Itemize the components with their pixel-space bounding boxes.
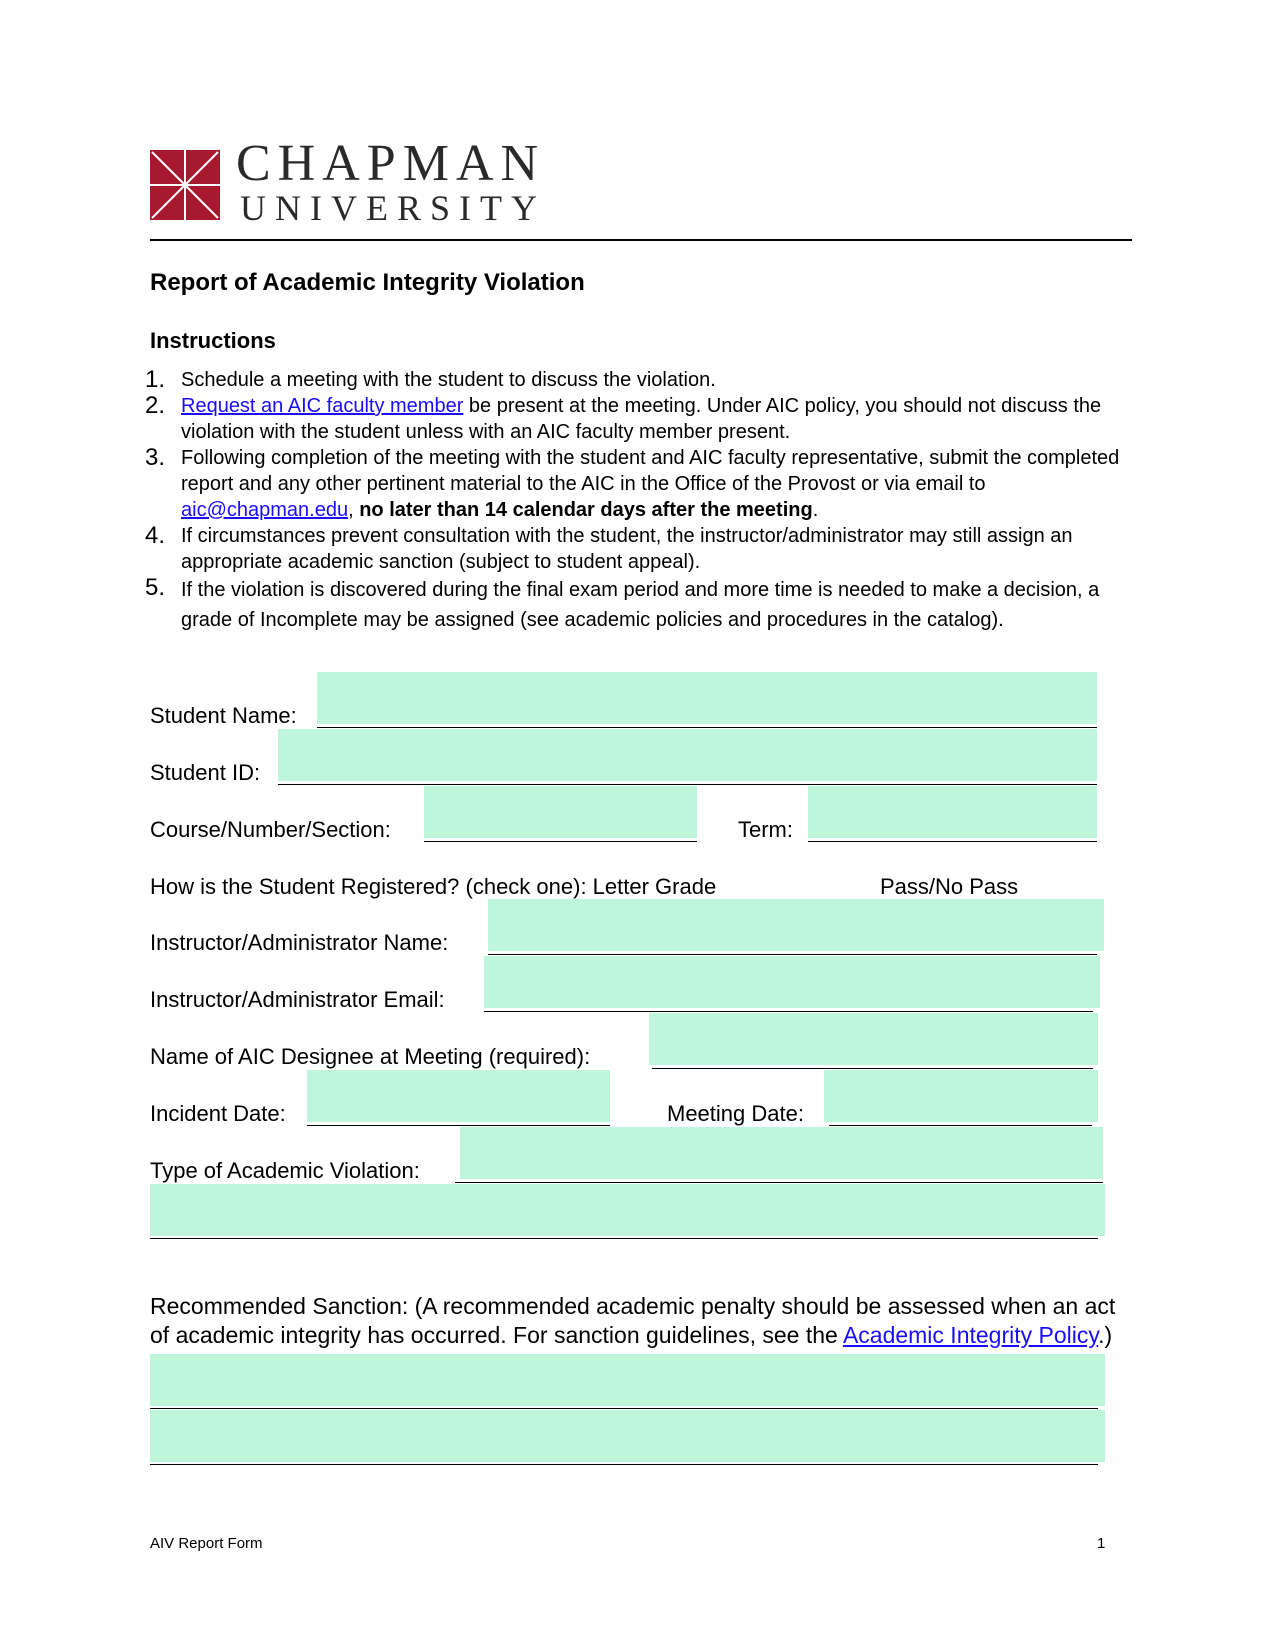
sanction-field-line1[interactable]: [150, 1354, 1105, 1406]
request-aic-member-link[interactable]: Request an AIC faculty member: [181, 395, 464, 417]
instructor-email-underline: [484, 1011, 1093, 1012]
violation-type-field[interactable]: [460, 1127, 1103, 1179]
academic-integrity-policy-link[interactable]: Academic Integrity Policy: [842, 1322, 1099, 1348]
logo-wordmark-line2: UNIVERSITY: [240, 188, 546, 228]
registration-label[interactable]: How is the Student Registered? (check one): Letter Grade: [150, 874, 717, 899]
pass-no-pass-option[interactable]: Pass/No Pass: [880, 874, 1019, 899]
sanction-field-line2[interactable]: [150, 1410, 1105, 1462]
student-name-label: Student Name:: [150, 703, 297, 728]
sanction-underline-2: [150, 1464, 1098, 1465]
violation-type-underline-2: [150, 1238, 1098, 1239]
violation-type-label: Type of Academic Violation:: [150, 1158, 420, 1183]
course-field[interactable]: [424, 786, 697, 838]
term-underline: [808, 841, 1097, 842]
instructor-name-label: Instructor/Administrator Name:: [150, 930, 449, 955]
student-id-field[interactable]: [278, 729, 1097, 781]
instructor-email-label: Instructor/Administrator Email:: [150, 987, 445, 1012]
list-item: 2. Request an AIC faculty member be present at the meeting. Under AIC policy, you should not discuss the violation with the student unless with an AIC faculty member present.: [145, 392, 1102, 443]
aic-designee-label: Name of AIC Designee at Meeting (required):: [150, 1044, 591, 1069]
list-item: 1. Schedule a meeting with the student to discuss the violation.: [145, 366, 716, 393]
term-field[interactable]: [808, 786, 1097, 838]
instructor-name-field[interactable]: [488, 899, 1104, 951]
term-label: Term:: [738, 817, 793, 842]
instructions-list: [145, 367, 1135, 635]
page-title: Report of Academic Integrity Violation: [150, 269, 585, 296]
student-id-underline: [278, 784, 1097, 785]
list-item: 5. If the violation is discovered during the final exam period and more time is needed to make a decision, a grade of Incomplete may be assigned (see academic policies and procedures in the catalog).: [145, 574, 1100, 631]
list-item: 4. If circumstances prevent consultation with the student, the instructor/administrator may still assign an appropriate academic sanction (subject to student appeal).: [145, 522, 1073, 573]
sanction-text: Recommended Sanction: (A recommended academic penalty should be assessed when an act of academic integrity has occurred. For sanction guidelines, see the Academic Integrity Policy.): [150, 1293, 1116, 1348]
meeting-date-underline: [829, 1125, 1092, 1126]
list-item: 3. Following completion of the meeting with the student and AIC faculty representative, submit the completed report and any other pertinent material to the AIC in the Office of the Provost or via email to aic@chapman.edu, no later than 14 calendar days after the meeting.: [145, 444, 1120, 521]
instructor-email-field[interactable]: [484, 956, 1100, 1008]
sanction-underline-1: [150, 1408, 1098, 1409]
deadline-text: no later than 14 calendar days after the meeting: [359, 499, 813, 521]
violation-type-underline: [455, 1182, 1103, 1183]
meeting-date-label: Meeting Date:: [667, 1101, 804, 1126]
incident-date-label: Incident Date:: [150, 1101, 286, 1126]
student-name-underline: [317, 727, 1097, 728]
meeting-date-field[interactable]: [824, 1070, 1098, 1122]
aic-email-link[interactable]: aic@chapman.edu: [181, 499, 349, 521]
course-label: Course/Number/Section:: [150, 817, 391, 842]
instructor-name-underline: [488, 954, 1097, 955]
instructions-heading: Instructions: [150, 328, 276, 353]
violation-type-field-line2[interactable]: [150, 1184, 1105, 1236]
aic-designee-underline: [652, 1068, 1093, 1069]
logo-wordmark-line1: CHAPMAN: [236, 135, 546, 192]
page-number: 1: [1097, 1535, 1106, 1552]
footer-form-name: AIV Report Form: [150, 1535, 263, 1552]
university-logo-icon: [150, 150, 220, 220]
student-name-field[interactable]: [317, 672, 1097, 724]
incident-date-underline: [307, 1125, 610, 1126]
course-underline: [424, 841, 697, 842]
incident-date-field[interactable]: [307, 1070, 610, 1122]
student-id-label: Student ID:: [150, 760, 261, 785]
header-divider: [150, 239, 1132, 241]
aic-designee-field[interactable]: [649, 1013, 1098, 1065]
